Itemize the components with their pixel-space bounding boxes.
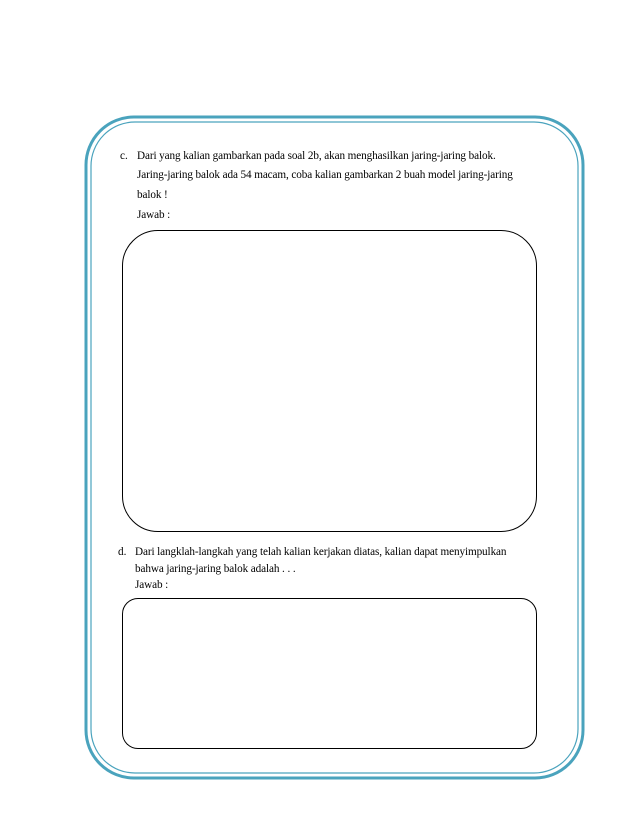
question-d-line-2: bahwa jaring-jaring balok adalah . . . <box>135 563 296 575</box>
question-d-line-1: Dari langklah-langkah yang telah kalian kerjakan diatas, kalian dapat menyimpulkan <box>135 546 507 558</box>
question-d-label: d. <box>118 546 127 558</box>
question-d-answer-box[interactable] <box>122 598 537 749</box>
question-c-line-2: Jaring-jaring balok ada 54 macam, coba kalian gambarkan 2 buah model jaring-jaring <box>137 169 513 181</box>
question-c-line-1: Dari yang kalian gambarkan pada soal 2b, akan menghasilkan jaring-jaring balok. <box>137 150 496 162</box>
question-c-label: c. <box>120 150 128 162</box>
question-d-answer-label: Jawab : <box>135 579 169 591</box>
question-c-answer-label: Jawab : <box>137 209 171 221</box>
question-c-line-3: balok ! <box>137 189 168 201</box>
question-c-answer-box[interactable] <box>122 230 537 532</box>
